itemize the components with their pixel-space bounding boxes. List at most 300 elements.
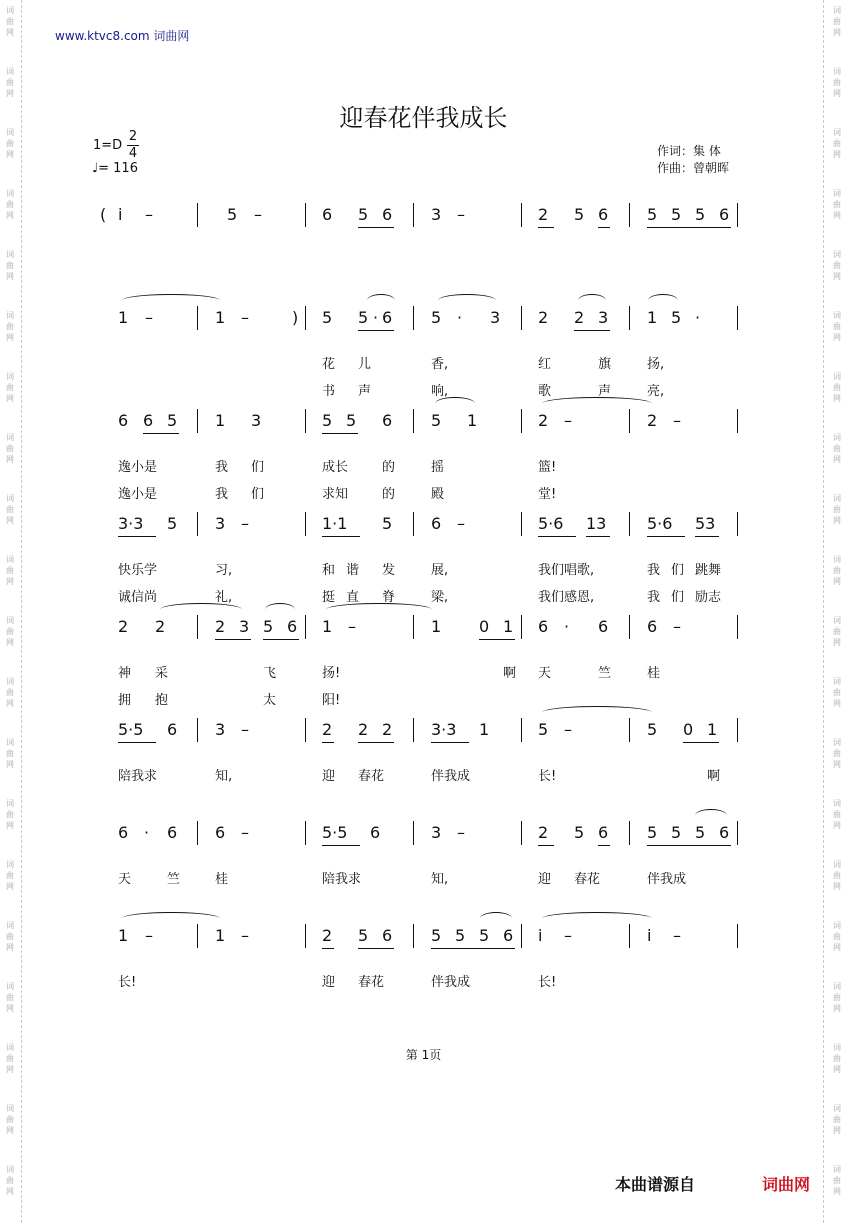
note: 6 <box>118 411 129 430</box>
note: 0 <box>479 617 490 636</box>
note: – <box>457 823 465 842</box>
lyric: 逸小是 <box>118 487 158 502</box>
note: 5 <box>431 308 442 327</box>
slur <box>326 603 432 616</box>
note: 5 <box>346 411 357 430</box>
note: 0 <box>683 720 694 739</box>
barline <box>197 821 198 845</box>
lyric: 长! <box>538 975 557 990</box>
barline <box>305 718 306 742</box>
note: – <box>241 514 249 533</box>
watermark-text: 词 曲 网 <box>6 311 14 342</box>
lyric: 拥 <box>118 693 132 708</box>
note: 5 <box>322 308 333 327</box>
note: 5 <box>574 823 585 842</box>
lyric: 快乐学 <box>118 563 158 578</box>
beam-underline <box>215 639 251 640</box>
barline <box>197 718 198 742</box>
slur <box>367 294 395 307</box>
note: 5 <box>647 205 658 224</box>
note: i <box>538 926 543 945</box>
barline <box>737 306 738 330</box>
beam-underline <box>358 227 394 228</box>
credits <box>657 143 729 177</box>
lyric: 桂 <box>647 666 661 681</box>
barline <box>521 821 522 845</box>
lyric: 迎 <box>322 769 336 784</box>
slur <box>122 294 220 307</box>
right-margin-rule <box>823 0 824 1223</box>
note: – <box>673 411 681 430</box>
lyric: 长! <box>118 975 137 990</box>
note: 53 <box>695 514 716 533</box>
note: 6 <box>382 205 393 224</box>
lyric: 谐 <box>346 563 360 578</box>
watermark-text: 词 曲 网 <box>6 921 14 952</box>
note: 5 <box>227 205 238 224</box>
note: 6 <box>322 205 333 224</box>
note: – <box>145 308 153 327</box>
lyric: 摇 <box>431 460 445 475</box>
note: 5 <box>574 205 585 224</box>
lyric: 习, <box>215 563 233 578</box>
lyric: 直 <box>346 590 360 605</box>
note: 13 <box>586 514 607 533</box>
watermark-text: 词 曲 网 <box>833 921 841 952</box>
lyric: 伴我成 <box>431 769 471 784</box>
time-sig-bottom: 4 <box>128 146 138 161</box>
barline <box>413 306 414 330</box>
slur <box>435 397 475 410</box>
barline <box>521 512 522 536</box>
note: 1·1 <box>322 514 348 533</box>
note: – <box>673 617 681 636</box>
note: 6 <box>382 411 393 430</box>
note: 5 <box>647 823 658 842</box>
lyric: 扬, <box>647 357 665 372</box>
note: 5 <box>358 205 369 224</box>
note: 5 <box>479 926 490 945</box>
note: 5·5 <box>118 720 144 739</box>
note: 5 <box>538 720 549 739</box>
watermark-text: 词 曲 网 <box>833 555 841 586</box>
watermark-text: 词 曲 网 <box>6 372 14 403</box>
site-url[interactable]: www.ktvc8.com 词曲网 <box>55 29 190 43</box>
note: – <box>673 926 681 945</box>
watermark-text: 词 曲 网 <box>833 1165 841 1196</box>
note: 6 <box>382 308 393 327</box>
note: 5 <box>431 411 442 430</box>
lyric: 堂! <box>538 487 557 502</box>
barline <box>305 821 306 845</box>
composer: 作曲：曾朝晖 <box>657 161 730 175</box>
lyric: 神 <box>118 666 132 681</box>
source-name[interactable]: 词曲网 <box>762 1175 811 1194</box>
watermark-text: 词 曲 网 <box>833 677 841 708</box>
lyric: 我 <box>215 487 229 502</box>
barline <box>521 306 522 330</box>
watermark-text: 词 曲 网 <box>6 6 14 37</box>
lyric: 的 <box>382 487 396 502</box>
watermark-text: 词 曲 网 <box>6 494 14 525</box>
note: 1 <box>215 308 226 327</box>
note: 5 <box>671 823 682 842</box>
watermark-text: 词 曲 网 <box>6 738 14 769</box>
slur <box>542 912 652 925</box>
slur <box>695 809 727 822</box>
beam-underline <box>431 948 515 949</box>
watermark-text: 词 曲 网 <box>833 738 841 769</box>
note: 5 <box>263 617 274 636</box>
lyric: 长! <box>538 769 557 784</box>
note: 1 <box>707 720 718 739</box>
watermark-text: 词 曲 网 <box>6 1165 14 1196</box>
barline <box>737 821 738 845</box>
note: 6 <box>538 617 549 636</box>
lyric: 们 <box>671 590 685 605</box>
slur <box>578 294 606 307</box>
lyric: 天 <box>538 666 552 681</box>
barline <box>413 615 414 639</box>
note: 5 <box>382 514 393 533</box>
barline <box>305 203 306 227</box>
lyric: 红 <box>538 357 552 372</box>
note: – <box>254 205 262 224</box>
barline <box>413 409 414 433</box>
note: 3 <box>490 308 501 327</box>
lyric: 伴我成 <box>431 975 471 990</box>
slur <box>265 603 295 616</box>
note: 6 <box>719 823 730 842</box>
lyric: 篮! <box>538 460 557 475</box>
lyric: 们 <box>671 563 685 578</box>
barline <box>629 306 630 330</box>
note: 3·3 <box>118 514 144 533</box>
lyric: 跳舞 <box>695 563 722 578</box>
note: 6 <box>598 617 609 636</box>
note: · <box>144 823 150 842</box>
note: – <box>241 926 249 945</box>
barline <box>737 203 738 227</box>
watermark-text: 词 曲 网 <box>833 494 841 525</box>
beam-underline <box>118 742 156 743</box>
barline <box>737 512 738 536</box>
note: 6 <box>598 823 609 842</box>
beam-underline <box>263 639 299 640</box>
lyric: 脊 <box>382 590 396 605</box>
beam-underline <box>598 227 610 228</box>
note: · <box>564 617 570 636</box>
note: 5 <box>167 411 178 430</box>
note: 2 <box>118 617 129 636</box>
lyric: 啊 <box>503 666 517 681</box>
lyric: 知, <box>215 769 233 784</box>
beam-underline <box>322 948 334 949</box>
lyric: 陪我求 <box>118 769 158 784</box>
watermark-text: 词 曲 网 <box>833 1104 841 1135</box>
beam-underline <box>683 742 719 743</box>
note: 5 <box>358 308 369 327</box>
barline <box>629 821 630 845</box>
lyric: 阳! <box>322 693 341 708</box>
watermark-text: 词 曲 网 <box>833 616 841 647</box>
lyric: 殿 <box>431 487 445 502</box>
beam-underline <box>538 536 576 537</box>
lyric: 挺 <box>322 590 336 605</box>
note: 1 <box>215 411 226 430</box>
note: 1 <box>431 617 442 636</box>
watermark-text: 词 曲 网 <box>833 67 841 98</box>
lyric: 花 <box>322 357 336 372</box>
note: 6 <box>167 823 178 842</box>
note: 6 <box>382 926 393 945</box>
note: 2 <box>538 411 549 430</box>
note: – <box>457 205 465 224</box>
note: – <box>564 720 572 739</box>
note: 5 <box>647 720 658 739</box>
lyric: 响, <box>431 384 449 399</box>
note: – <box>241 720 249 739</box>
note: · <box>457 308 463 327</box>
watermark-text: 词 曲 网 <box>6 128 14 159</box>
note: i <box>118 205 123 224</box>
watermark-text: 词 曲 网 <box>833 433 841 464</box>
barline <box>197 306 198 330</box>
note: 1 <box>322 617 333 636</box>
note: 5 <box>695 823 706 842</box>
barline <box>629 203 630 227</box>
note: 2 <box>538 823 549 842</box>
note: – <box>564 926 572 945</box>
beam-underline <box>118 536 156 537</box>
watermark-text: 词 曲 网 <box>833 982 841 1013</box>
watermark-text: 词 曲 网 <box>833 1043 841 1074</box>
note: 6 <box>503 926 514 945</box>
barline <box>521 615 522 639</box>
right-watermark <box>827 0 847 1223</box>
note: 6 <box>370 823 381 842</box>
beam-underline <box>143 433 179 434</box>
watermark-text: 词 曲 网 <box>833 189 841 220</box>
watermark-text: 词 曲 网 <box>6 1043 14 1074</box>
note: 6 <box>167 720 178 739</box>
lyric: 我们感恩, <box>538 590 595 605</box>
lyric: 展, <box>431 563 449 578</box>
barline <box>521 924 522 948</box>
note: ( <box>100 205 107 224</box>
note: 3 <box>251 411 262 430</box>
barline <box>197 924 198 948</box>
barline <box>413 924 414 948</box>
lyric: 礼, <box>215 590 233 605</box>
lyric: 声 <box>358 384 372 399</box>
slur <box>480 912 512 925</box>
beam-underline <box>322 845 360 846</box>
note: 1 <box>503 617 514 636</box>
lyric: 天 <box>118 872 132 887</box>
note: – <box>348 617 356 636</box>
note: i <box>647 926 652 945</box>
slur <box>438 294 496 307</box>
note: · <box>695 308 701 327</box>
note: ) <box>292 308 299 327</box>
note: 1 <box>118 308 129 327</box>
barline <box>521 409 522 433</box>
watermark-text: 词 曲 网 <box>6 1104 14 1135</box>
quarter-note-icon: ♩ <box>92 161 99 176</box>
note: 1 <box>647 308 658 327</box>
watermark-text: 词 曲 网 <box>6 189 14 220</box>
barline <box>305 924 306 948</box>
note: 3 <box>215 720 226 739</box>
lyric: 桂 <box>215 872 229 887</box>
left-margin-rule <box>21 0 22 1223</box>
note: 1 <box>118 926 129 945</box>
watermark-text: 词 曲 网 <box>6 799 14 830</box>
note: 5 <box>167 514 178 533</box>
barline <box>629 512 630 536</box>
beam-underline <box>695 536 719 537</box>
note: 5 <box>322 411 333 430</box>
note: – <box>145 205 153 224</box>
lyric: 春花 <box>358 769 385 784</box>
lyric: 香, <box>431 357 449 372</box>
tempo-value: = 116 <box>98 161 138 176</box>
note: 5 <box>695 205 706 224</box>
note: 6 <box>647 617 658 636</box>
note: 2 <box>215 617 226 636</box>
note: · <box>373 308 379 327</box>
note: – <box>241 823 249 842</box>
lyric: 求知 <box>322 487 349 502</box>
beam-underline <box>431 742 469 743</box>
beam-underline <box>538 227 554 228</box>
watermark-text: 词 曲 网 <box>6 860 14 891</box>
beam-underline <box>322 433 358 434</box>
lyric: 励志 <box>695 590 722 605</box>
lyric: 梁, <box>431 590 449 605</box>
time-signature <box>127 129 139 162</box>
beam-underline <box>322 536 360 537</box>
beam-underline <box>647 845 731 846</box>
watermark-text: 词 曲 网 <box>6 250 14 281</box>
barline <box>305 409 306 433</box>
barline <box>737 409 738 433</box>
watermark-text: 词 曲 网 <box>833 860 841 891</box>
watermark-text: 词 曲 网 <box>833 128 841 159</box>
key-signature: 1=D <box>93 138 123 153</box>
note: 3 <box>239 617 250 636</box>
barline <box>197 409 198 433</box>
watermark-text: 词 曲 网 <box>833 372 841 403</box>
watermark-text: 词 曲 网 <box>6 677 14 708</box>
lyric: 扬! <box>322 666 341 681</box>
watermark-text: 词 曲 网 <box>6 67 14 98</box>
barline <box>521 718 522 742</box>
note: 1 <box>479 720 490 739</box>
slur <box>648 294 678 307</box>
lyric: 春花 <box>358 975 385 990</box>
barline <box>521 203 522 227</box>
beam-underline <box>358 948 394 949</box>
note: 5 <box>455 926 466 945</box>
beam-underline <box>598 845 610 846</box>
barline <box>413 512 414 536</box>
lyric: 们 <box>251 460 265 475</box>
note: 5 <box>671 308 682 327</box>
lyric: 亮, <box>647 384 665 399</box>
barline <box>629 409 630 433</box>
note: 5·6 <box>647 514 673 533</box>
note: 3·3 <box>431 720 457 739</box>
lyric: 儿 <box>358 357 372 372</box>
note: 1 <box>215 926 226 945</box>
lyric: 歌 <box>538 384 552 399</box>
lyric: 旗 <box>598 357 612 372</box>
note: 2 <box>538 205 549 224</box>
note: 3 <box>431 823 442 842</box>
lyric: 抱 <box>155 693 169 708</box>
lyric: 我 <box>647 590 661 605</box>
note: – <box>241 308 249 327</box>
slur <box>542 397 652 410</box>
slur <box>542 706 652 719</box>
note: 3 <box>431 205 442 224</box>
lyric: 声 <box>598 384 612 399</box>
lyric: 飞 <box>263 666 277 681</box>
left-watermark <box>0 0 20 1223</box>
lyric: 我们唱歌, <box>538 563 595 578</box>
note: 2 <box>382 720 393 739</box>
lyric: 逸小是 <box>118 460 158 475</box>
watermark-text: 词 曲 网 <box>833 311 841 342</box>
barline <box>197 203 198 227</box>
barline <box>413 718 414 742</box>
lyric: 诚信尚 <box>118 590 158 605</box>
beam-underline <box>358 742 394 743</box>
lyric: 啊 <box>707 769 721 784</box>
note: 1 <box>467 411 478 430</box>
lyric: 我 <box>647 563 661 578</box>
lyric: 我 <box>215 460 229 475</box>
note: 2 <box>322 926 333 945</box>
barline <box>629 718 630 742</box>
barline <box>197 512 198 536</box>
barline <box>737 718 738 742</box>
lyric: 太 <box>263 693 277 708</box>
watermark-text: 词 曲 网 <box>6 433 14 464</box>
note: 6 <box>431 514 442 533</box>
note: – <box>145 926 153 945</box>
note: 3 <box>598 308 609 327</box>
beam-underline <box>479 639 515 640</box>
source-label: 本曲谱源自 <box>615 1175 696 1194</box>
tempo-marking <box>92 161 138 176</box>
lyric: 们 <box>251 487 265 502</box>
barline <box>197 615 198 639</box>
note: – <box>457 514 465 533</box>
barline <box>629 924 630 948</box>
lyric: 迎 <box>322 975 336 990</box>
beam-underline <box>586 536 610 537</box>
note: 5·6 <box>538 514 564 533</box>
note: 2 <box>358 720 369 739</box>
note: 2 <box>647 411 658 430</box>
watermark-text: 词 曲 网 <box>833 250 841 281</box>
note: 6 <box>287 617 298 636</box>
note: 5 <box>671 205 682 224</box>
note: 5·5 <box>322 823 348 842</box>
